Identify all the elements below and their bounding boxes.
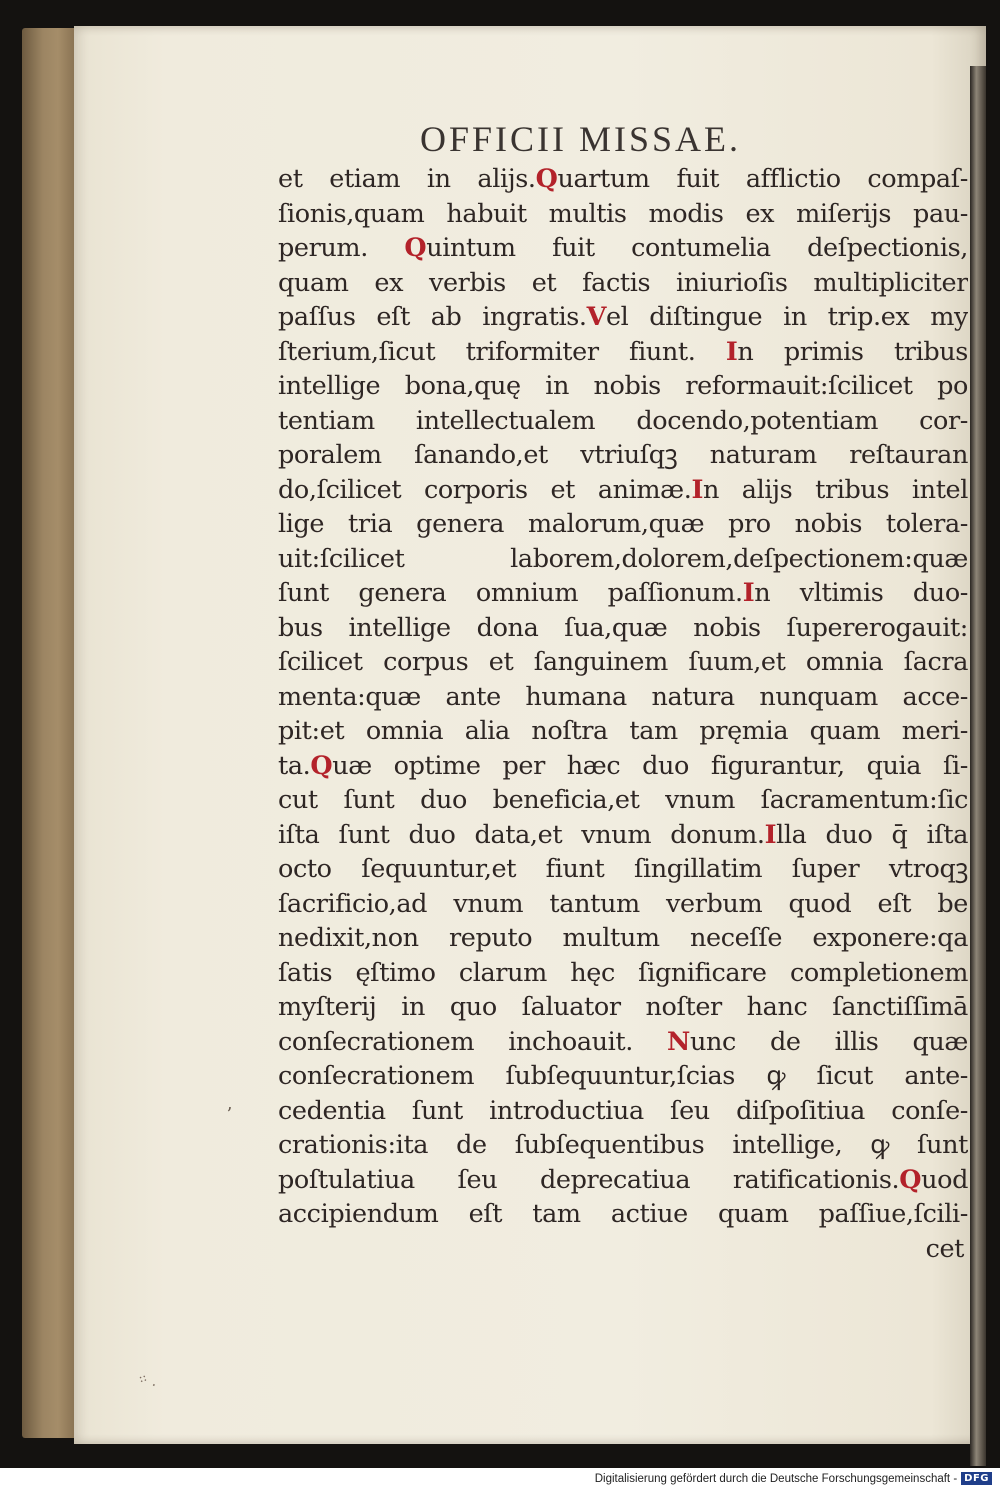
text-segment: cedentia ſunt introductiua ſeu diſpoſitiua conſe- bbox=[278, 1095, 968, 1126]
text-line bbox=[278, 1059, 968, 1094]
text-line bbox=[278, 783, 968, 818]
digitization-footer bbox=[595, 1472, 992, 1485]
text-segment: myſterij in quo ſaluator noſter hanc ſanctiſſimā bbox=[278, 992, 968, 1022]
text-segment: n primis tribus bbox=[737, 336, 968, 367]
text-segment: cut ſunt duo beneficia,et vnum ſacramentum:ſic bbox=[278, 785, 968, 815]
text-line bbox=[278, 1094, 968, 1129]
text-line bbox=[278, 507, 968, 542]
rubricated-initial: I bbox=[691, 474, 703, 505]
body-text bbox=[278, 162, 968, 1266]
text-line bbox=[278, 369, 968, 404]
text-line bbox=[278, 1163, 968, 1198]
running-head: OFFICII MISSAE. bbox=[420, 119, 742, 159]
text-segment: bus intellige dona ſua,quæ nobis ſupererogauit: bbox=[278, 612, 968, 643]
text-line bbox=[278, 645, 968, 680]
rubricated-initial: V bbox=[586, 302, 606, 332]
text-segment: pit:et omnia alia noſtra tam pręmia quam meri- bbox=[278, 716, 968, 746]
text-segment: uintum fuit contumelia deſpectionis, bbox=[426, 233, 968, 263]
text-line bbox=[278, 956, 968, 991]
text-segment: ſatis ęſtimo clarum hęc ſignificare completionem bbox=[278, 957, 968, 988]
text-segment: uæ optime per hæc duo figurantur, quia ſi- bbox=[332, 750, 968, 781]
text-line bbox=[278, 680, 968, 715]
text-segment: n vltimis duo- bbox=[754, 578, 968, 608]
footer-credit: Digitalisierung gefördert durch die Deutsche Forschungsgemeinschaft - bbox=[594, 1472, 958, 1485]
rubricated-initial: Q bbox=[310, 750, 333, 781]
text-segment: tentiam intellectualem docendo,potentiam cor- bbox=[278, 405, 968, 436]
text-segment: conſecrationem inchoauit. bbox=[278, 1026, 668, 1057]
text-line bbox=[278, 818, 968, 853]
text-segment: unc de illis quæ bbox=[689, 1026, 968, 1057]
text-line bbox=[278, 611, 968, 646]
text-segment: octo ſequuntur,et fiunt ſingillatim ſuper vtroqꝫ bbox=[278, 854, 968, 884]
text-line bbox=[278, 852, 968, 887]
text-segment: paſſus eſt ab ingratis. bbox=[278, 302, 587, 332]
rubricated-initial: I bbox=[725, 336, 738, 367]
text-segment: ta. bbox=[278, 750, 311, 781]
text-line bbox=[278, 1025, 968, 1060]
text-line bbox=[278, 266, 968, 301]
rubricated-initial: I bbox=[742, 578, 755, 608]
text-segment: lige tria genera malorum,quæ pro nobis tolera- bbox=[278, 509, 968, 539]
text-segment: accipiendum eſt tam actiue quam paſſiue,ſcili- bbox=[278, 1199, 968, 1229]
text-segment: nedixit,non reputo multum neceſſe exponere:qa bbox=[278, 923, 968, 953]
catchword: cet bbox=[925, 1233, 964, 1264]
text-line bbox=[278, 404, 968, 439]
text-segment: uit:ſcilicet laborem,dolorem,deſpectionem:quæ bbox=[278, 543, 968, 574]
text-segment: el diſtingue in trip.ex my bbox=[605, 302, 968, 332]
text-segment: n alijs tribus intel bbox=[703, 474, 968, 505]
rubricated-initial: N bbox=[667, 1026, 690, 1057]
text-line bbox=[278, 542, 968, 577]
text-segment: do,ſcilicet corporis et animæ. bbox=[278, 474, 692, 505]
text-segment: poralem ſanando,et vtriuſqꝫ naturam reſtauran bbox=[278, 440, 968, 470]
text-segment: uartum fuit afflictio compaſ- bbox=[557, 164, 968, 194]
text-line bbox=[278, 921, 968, 956]
rubricated-initial: Q bbox=[535, 164, 558, 194]
text-line bbox=[278, 749, 968, 784]
text-line bbox=[278, 438, 968, 473]
dfg-logo-icon: DFG bbox=[961, 1472, 992, 1485]
ink-smudge: ⁘ · bbox=[133, 1370, 160, 1394]
text-segment: ſionis,quam habuit multis modis ex miſerijs pau- bbox=[278, 198, 968, 229]
text-segment: menta:quæ ante humana natura nunquam acce- bbox=[278, 681, 968, 712]
text-segment: lla duo q̄ iſta bbox=[776, 819, 968, 850]
text-line bbox=[278, 473, 968, 508]
text-segment: intellige bona,quę in nobis reformauit:ſcilicet po bbox=[278, 371, 968, 401]
text-line bbox=[278, 1128, 968, 1163]
rubricated-initial: Q bbox=[404, 233, 427, 263]
text-segment: perum. bbox=[278, 233, 405, 263]
text-segment: ſunt genera omnium paſſionum. bbox=[278, 578, 743, 608]
text-line bbox=[278, 197, 968, 232]
text-line bbox=[278, 231, 968, 266]
text-segment: poſtulatiua ſeu deprecatiua ratificationis. bbox=[278, 1164, 900, 1195]
text-segment: conſecrationem ſubſequuntur,ſcias ꝙ ſicut ante- bbox=[278, 1061, 968, 1091]
text-line bbox=[278, 990, 968, 1025]
text-segment: ſcilicet corpus et ſanguinem ſuum,et omnia ſacra bbox=[278, 647, 968, 677]
rubricated-initial: Q bbox=[899, 1164, 922, 1195]
text-line bbox=[278, 1197, 968, 1232]
text-line bbox=[278, 300, 968, 335]
text-segment: quam ex verbis et factis iniurioſis multipliciter bbox=[278, 267, 968, 298]
page-gutter-shadow bbox=[970, 66, 986, 1466]
text-line bbox=[278, 335, 968, 370]
text-segment: uod bbox=[921, 1164, 968, 1195]
book-binding-edge bbox=[22, 28, 82, 1438]
text-segment: et etiam in alijs. bbox=[278, 164, 536, 194]
rubricated-initial: I bbox=[764, 819, 777, 850]
text-segment: ſterium,ſicut triformiter fiunt. bbox=[278, 336, 726, 367]
marginal-mark: ʼ bbox=[226, 1104, 232, 1125]
text-segment: iſta ſunt duo data,et vnum donum. bbox=[278, 819, 765, 850]
text-segment: ſacrificio,ad vnum tantum verbum quod eſt be bbox=[278, 888, 968, 919]
text-line bbox=[278, 714, 968, 749]
text-line bbox=[278, 162, 968, 197]
text-line bbox=[278, 887, 968, 922]
text-line bbox=[278, 576, 968, 611]
text-segment: crationis:ita de ſubſequentibus intellige, ꝙ ſunt bbox=[278, 1130, 968, 1160]
